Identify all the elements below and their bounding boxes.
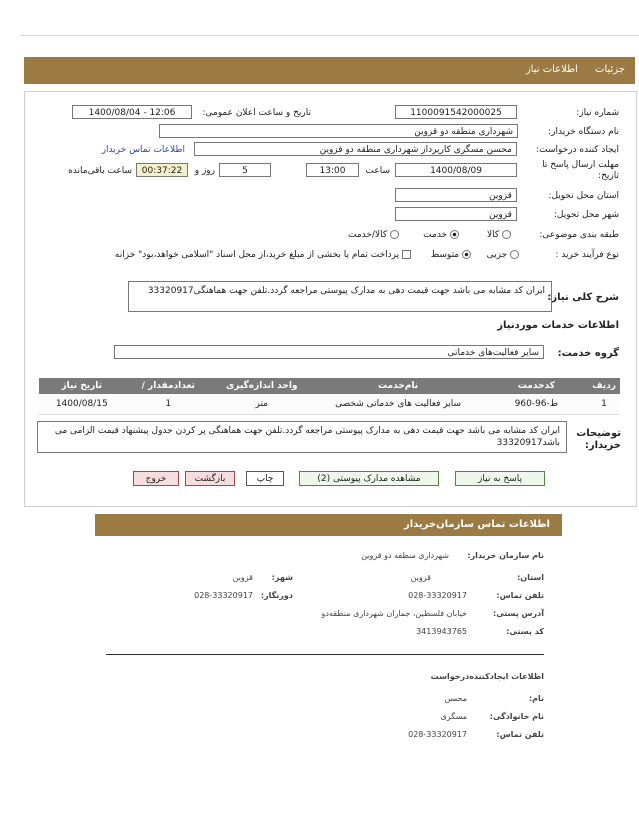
deadline-time-field: 13:00 — [306, 163, 359, 177]
payment-checkbox[interactable] — [402, 250, 411, 259]
header-link-need-info[interactable]: اطلاعات نیاز — [525, 64, 578, 75]
creator-family-value: مسگری — [440, 712, 467, 721]
payment-note[interactable] — [115, 250, 411, 260]
process-medium-text: متوسط — [430, 250, 460, 260]
contact-province-label: استان: — [517, 573, 544, 582]
contact-city-label: شهر: — [271, 573, 293, 582]
radio-goods-service[interactable] — [390, 230, 399, 239]
deadline-time-label: ساعت — [365, 166, 390, 176]
payment-note-text: پرداخت تمام یا بخشی از مبلغ خرید،از محل اسناد "اسلامی خواهد،بود" خزانه — [114, 250, 400, 260]
contact-province-value: قزوین — [410, 573, 431, 582]
process-partial-text: جزیی — [486, 250, 508, 260]
contact-divider — [106, 654, 544, 655]
org-label: نام سازمان خریدار: — [467, 551, 544, 560]
back-button[interactable]: بازگشت — [185, 471, 235, 486]
category-goods-service-option[interactable] — [348, 230, 399, 240]
notes-label: توضیحات خریدار: — [576, 428, 621, 451]
deadline-label: مهلت ارسال پاسخ تا تاریخ: — [542, 160, 619, 181]
cell-unit: متر — [212, 394, 312, 415]
buyer-field: شهرداری منطقه دو قزوین — [159, 124, 518, 138]
contact-postal-label: کد پستی: — [506, 627, 544, 636]
buyer-label: نام دستگاه خریدار: — [548, 127, 619, 137]
summary-label: شرح کلی نیاز: — [547, 292, 619, 303]
contact-fax-label: دورنگار: — [260, 591, 293, 600]
contact-city-value: قزوین — [232, 573, 253, 582]
need-number-label: شماره نیاز: — [576, 108, 619, 118]
remaining-label: ساعت باقی‌مانده — [68, 166, 132, 176]
category-goods-service-text: کالا/خدمت — [347, 230, 388, 240]
contact-phone-label: تلفن تماس: — [496, 591, 544, 600]
category-goods-option[interactable] — [487, 230, 511, 240]
announce-field: 1400/08/04 - 12:06 — [72, 105, 192, 119]
col-unit: واحد اندازه‌گیری — [212, 378, 312, 394]
province-field: قزوین — [395, 188, 517, 202]
summary-field: ایران کد مشابه می باشد جهت قیمت دهی به مدارک پیوستی مراجعه گردد.تلفن جهت هماهنگی33320917 — [128, 281, 552, 312]
col-code: کدخدمت — [485, 378, 588, 394]
services-table — [39, 378, 620, 415]
days-label: روز و — [194, 166, 215, 176]
radio-service[interactable] — [450, 230, 459, 239]
creator-phone-value: 028-33320917 — [408, 730, 467, 739]
category-service-option[interactable] — [423, 230, 459, 240]
creator-family-label: نام خانوادگی: — [489, 712, 544, 721]
group-field: سایر فعالیت‌های خدماتی — [114, 345, 544, 359]
category-label: طبقه بندی موضوعی: — [539, 230, 619, 240]
col-date: تاریخ نیاز — [39, 378, 125, 394]
services-title: اطلاعات خدمات مورد‌نیاز — [497, 320, 619, 331]
need-number-field: 1100091542000025 — [395, 105, 517, 119]
creator-name-label: نام: — [528, 694, 544, 703]
col-qty: تعداد‌مقدار / — [125, 378, 212, 394]
province-label: استان محل تحویل: — [548, 191, 619, 201]
cell-code: ط-96-960 — [485, 394, 588, 415]
category-service-text: خدمت — [423, 230, 448, 240]
cell-name: سایر فعالیت های خدماتی شخصی — [312, 394, 485, 415]
col-row: ردیف — [588, 378, 620, 394]
contact-postal-value: 3413943765 — [416, 627, 467, 636]
radio-medium[interactable] — [462, 250, 471, 259]
city-label: شهر محل تحویل: — [553, 210, 619, 220]
table-header-row — [39, 378, 620, 394]
contact-address-value: خیابان فلسطین، جماران شهرداری منطقه‌دو — [321, 609, 467, 618]
page-header — [24, 57, 635, 84]
buyer-contact-link[interactable]: اطلاعات تماس خریدار — [101, 145, 185, 155]
creator-section-title: اطلاعات ایجاد‌کننده‌درخواست — [430, 672, 544, 681]
category-goods-text: کالا — [486, 230, 500, 240]
reply-button[interactable]: پاسخ به نیاز — [455, 471, 545, 486]
cell-row: 1 — [588, 394, 620, 415]
notes-field: ایران کد مشابه می باشد جهت قیمت دهی به مدارک پیوستی مراجعه گردد.تلفن جهت هماهنگی پر کردن جدول پیشنهاد قیمت الزامی می باشد33320917 — [37, 421, 567, 453]
remaining-time-field: 00:37:22 — [136, 163, 188, 177]
table-row — [39, 394, 620, 415]
process-medium-option[interactable] — [431, 250, 471, 260]
exit-button[interactable]: خروج — [133, 471, 179, 486]
creator-field: محسن مسگری کارپرداز شهرداری منطقه دو قزوین — [194, 142, 517, 156]
day-count-field: 5 — [219, 163, 271, 177]
col-name: نام‌خدمت — [312, 378, 485, 394]
contact-section-title: اطلاعات تماس سازمان‌خریدار — [95, 514, 562, 536]
cell-qty: 1 — [125, 394, 212, 415]
process-label: نوع فرآیند خرید : — [555, 250, 619, 260]
header-link-details[interactable]: جزئیات — [595, 64, 625, 75]
contact-phone-value: 028-33320917 — [408, 591, 467, 600]
print-button[interactable]: چاپ — [246, 471, 284, 486]
group-label: گروه خدمت: — [557, 348, 619, 359]
contact-address-label: آدرس پستی: — [493, 609, 544, 618]
radio-goods[interactable] — [502, 230, 511, 239]
creator-phone-label: تلفن تماس: — [496, 730, 544, 739]
creator-name-value: محسن — [444, 694, 467, 703]
announce-label: تاریخ و ساعت اعلان عمومی: — [202, 108, 311, 118]
deadline-date-field: 1400/08/09 — [395, 163, 517, 177]
city-field: قزوین — [395, 207, 517, 221]
process-partial-option[interactable] — [487, 250, 519, 260]
contact-fax-value: 028-33320917 — [194, 591, 253, 600]
radio-partial[interactable] — [510, 250, 519, 259]
org-value: شهرداری منطقه دو قزوین — [361, 551, 449, 560]
creator-label: ایجاد کننده درخواست: — [536, 145, 619, 155]
top-divider — [20, 35, 639, 36]
view-attachments-button[interactable]: مشاهده مدارک پیوستی (2) — [299, 471, 439, 486]
cell-date: 1400/08/15 — [39, 394, 125, 415]
